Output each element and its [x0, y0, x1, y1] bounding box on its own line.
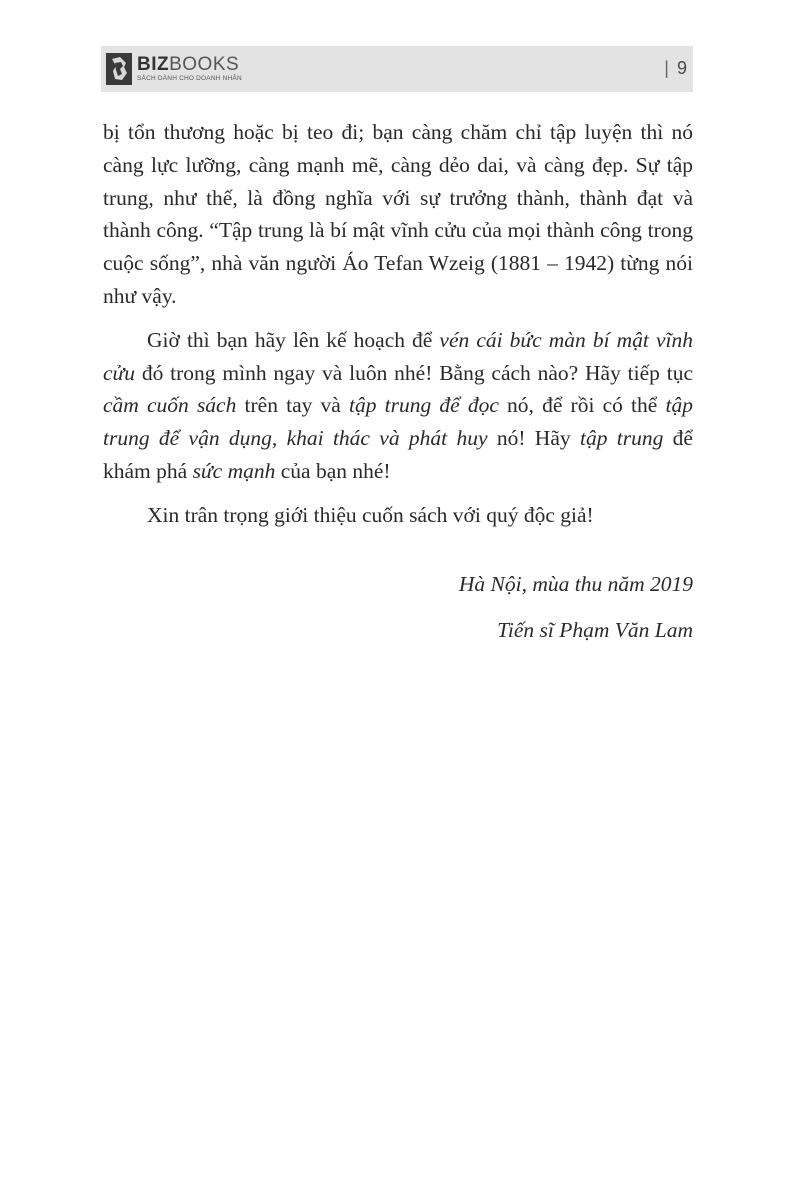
- emphasis: tập trung để vận dụng, khai thác và phát huy: [103, 393, 693, 451]
- body-text: [103, 116, 693, 532]
- bizbooks-emblem-icon: [106, 53, 132, 85]
- page-separator: |: [664, 58, 669, 78]
- emphasis: tập trung để đọc: [349, 393, 499, 418]
- emphasis: cầm cuốn sách: [103, 393, 237, 418]
- signature-author: Tiến sĩ Phạm Văn Lam: [497, 618, 693, 642]
- emphasis: sức mạnh: [192, 458, 276, 483]
- page-number-area: [664, 58, 687, 79]
- logo-tagline: SÁCH DÀNH CHO DOANH NHÂN: [137, 75, 242, 83]
- page-number: 9: [676, 58, 687, 78]
- signature-place-date: Hà Nội, mùa thu năm 2019: [458, 572, 693, 596]
- logo-brand-light: BOOKS: [169, 54, 240, 76]
- logo-brand-bold: BIZ: [137, 54, 170, 76]
- emphasis: tập trung: [579, 426, 664, 451]
- publisher-logo: [106, 52, 242, 86]
- paragraph-3: Xin trân trọng giới thiệu cuốn sách với quý độc giả!: [147, 502, 594, 527]
- logo-brand: [137, 55, 242, 74]
- running-header: [101, 46, 693, 92]
- paragraph-2: Giờ thì bạn hãy lên kế hoạch để vén cái bức màn bí mật vĩnh cửu đó trong mình ngay và luôn nhé! Bằng cách nào? Hãy tiếp tục cầm cuốn sách trên tay và tập trung để đọc nó, để rồi có thể tập trung để vận dụng, khai thác và phát huy nó! Hãy tập trung để khám phá sức mạnh của bạn nhé!: [103, 327, 693, 483]
- emphasis: vén cái bức màn bí mật vĩnh cửu: [103, 327, 693, 385]
- paragraph-1: bị tổn thương hoặc bị teo đi; bạn càng chăm chỉ tập luyện thì nó càng lực lưỡng, càng mạnh mẽ, càng dẻo dai, và càng đẹp. Sự tập trung, như thế, là đồng nghĩa với sự trưởng thành, thành đạt và thành công. “Tập trung là bí mật vĩnh cửu của mọi thành công trong cuộc sống”, nhà văn người Áo Tefan Wzeig (1881 – 1942) từng nói như vậy.: [103, 120, 693, 308]
